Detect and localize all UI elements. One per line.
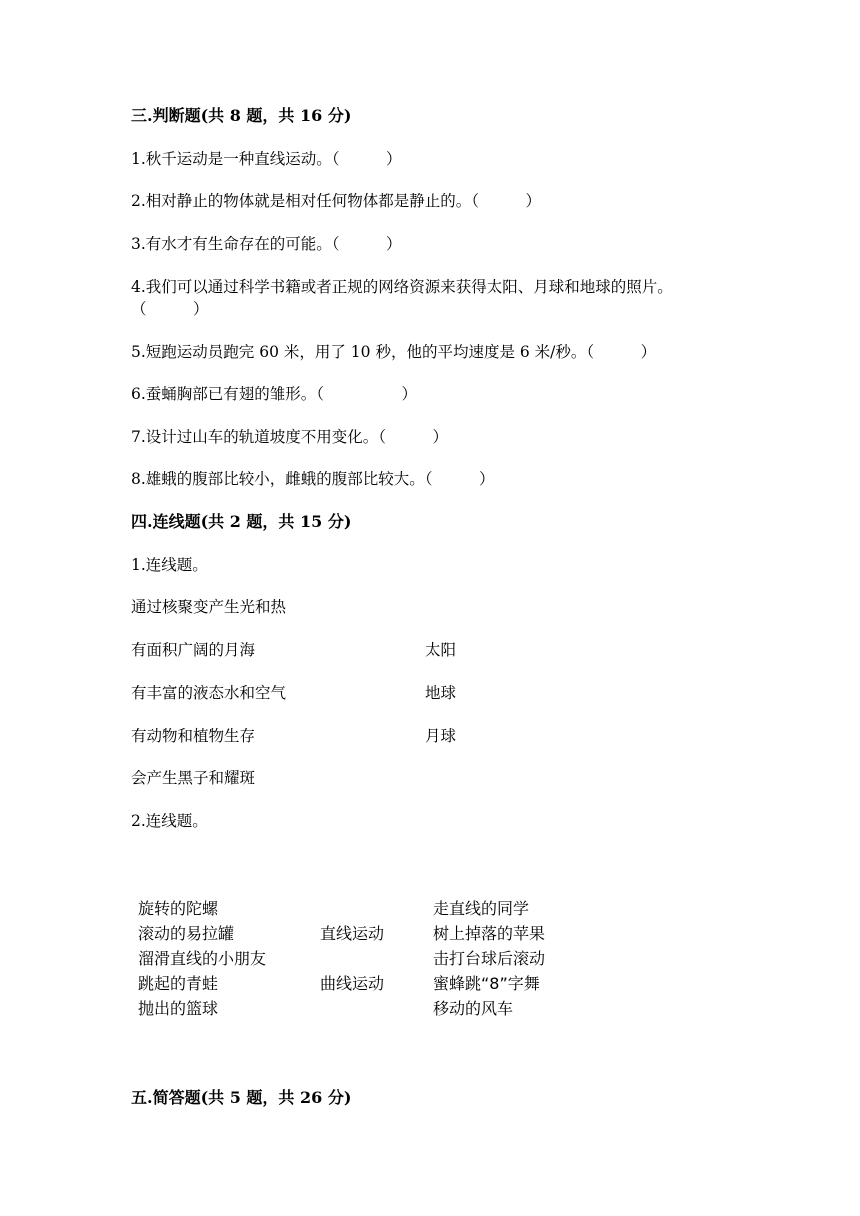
judge-item-4-blank: （ ） [131,300,209,318]
match-q2-left-2: 滚动的易拉罐 [138,924,235,943]
match-q1-right-2: 地球 [425,684,457,702]
match-q2-right-2: 树上掉落的苹果 [433,924,546,943]
match-q1-right-1: 太阳 [425,641,457,659]
judge-item-6: 6.蚕蛹胸部已有翅的雏形。（ ） [131,385,418,403]
match-q2-left-5: 抛出的篮球 [138,999,219,1018]
section3-title: 三.判断题(共 8 题，共 16 分) [131,106,352,125]
match-q2-label: 2.连线题。 [131,812,208,830]
judge-item-7: 7.设计过山车的轨道坡度不用变化。（ ） [131,428,449,446]
match-q2-right-5: 移动的风车 [433,999,514,1018]
judge-item-2: 2.相对静止的物体就是相对任何物体都是静止的。（ ） [131,192,542,210]
match-q2-right-3: 击打台球后滚动 [433,949,546,968]
match-q1-left-3: 有丰富的液态水和空气 [131,684,287,702]
match-q1-left-1: 通过核聚变产生光和热 [131,598,287,616]
judge-item-8: 8.雄蛾的腹部比较小，雌蛾的腹部比较大。（ ） [131,470,495,488]
judge-item-3: 3.有水才有生命存在的可能。（ ） [131,235,402,253]
match-q2-middle-1: 直线运动 [320,924,385,943]
match-q1-right-3: 月球 [425,727,457,745]
match-q1-left-2: 有面积广阔的月海 [131,641,256,659]
judge-item-1: 1.秋千运动是一种直线运动。（ ） [131,150,402,168]
match-q2-left-4: 跳起的青蛙 [138,974,219,993]
match-q1-left-4: 有动物和植物生存 [131,727,256,745]
match-q2-right-4: 蜜蜂跳“8”字舞 [433,974,540,993]
section4-title: 四.连线题(共 2 题，共 15 分) [131,512,352,531]
match-q2-right-1: 走直线的同学 [433,899,530,918]
match-q2-middle-2: 曲线运动 [320,974,385,993]
judge-item-5: 5.短跑运动员跑完 60 米，用了 10 秒，他的平均速度是 6 米/秒。（ ） [131,343,657,361]
match-q2-left-3: 溜滑直线的小朋友 [138,949,267,968]
section5-title: 五.简答题(共 5 题，共 26 分) [131,1088,352,1107]
match-q1-label: 1.连线题。 [131,556,208,574]
match-q1-left-5: 会产生黑子和耀斑 [131,769,256,787]
judge-item-4: 4.我们可以通过科学书籍或者正规的网络资源来获得太阳、月球和地球的照片。 [131,278,673,296]
match-q2-left-1: 旋转的陀螺 [138,899,219,918]
